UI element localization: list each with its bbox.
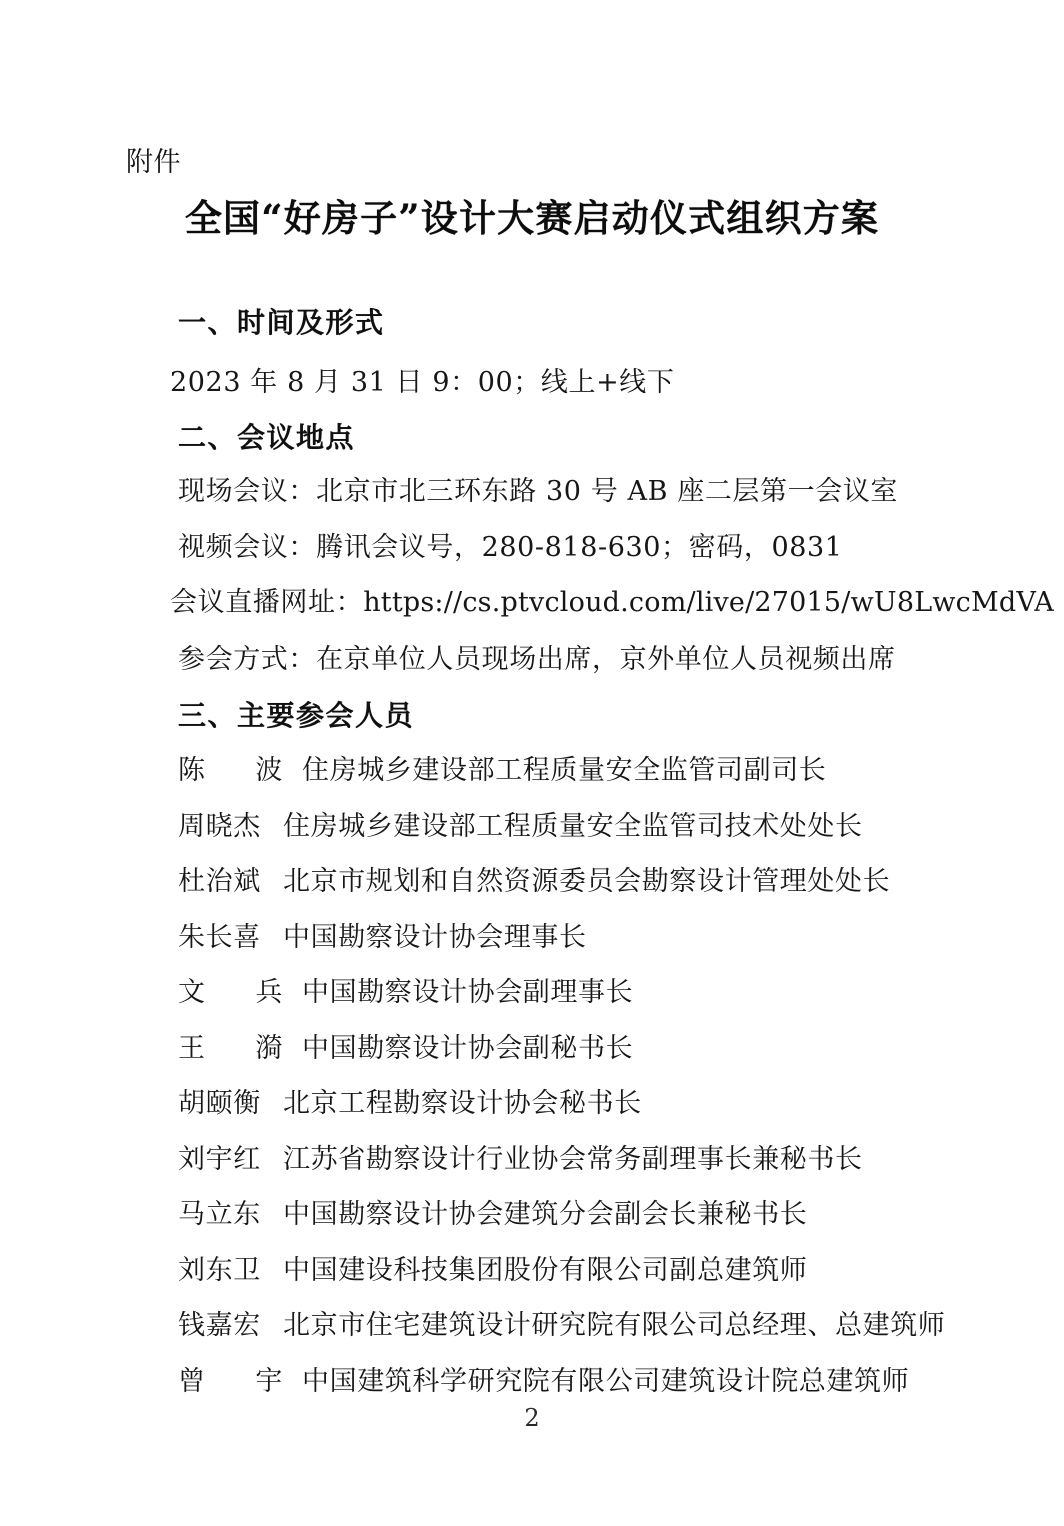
participant-row	[178, 1192, 978, 1248]
participant-row	[178, 1303, 978, 1359]
participant-name: 钱嘉宏	[178, 1310, 261, 1341]
participant-name: 胡颐衡	[178, 1088, 261, 1119]
participant-title: 中国建设科技集团股份有限公司副总建筑师	[283, 1254, 808, 1286]
participant-row	[178, 804, 978, 860]
participant-row	[178, 970, 978, 1026]
onsite-meeting-line: 现场会议：北京市北三环东路 30 号 AB 座二层第一会议室	[178, 476, 899, 507]
participant-row	[178, 1026, 978, 1082]
section-heading-time-form: 一、时间及形式	[178, 306, 385, 339]
participant-title: 北京工程勘察设计协会秘书长	[283, 1088, 642, 1119]
section-heading-participants: 三、主要参会人员	[178, 699, 415, 732]
participant-name: 马立东	[178, 1199, 261, 1230]
participant-name: 刘东卫	[178, 1254, 261, 1286]
participant-title: 中国勘察设计协会副理事长	[302, 977, 634, 1008]
participant-row	[178, 915, 978, 971]
participant-title: 北京市规划和自然资源委员会勘察设计管理处处长	[283, 866, 891, 897]
participant-name: 王 漪	[178, 1032, 283, 1064]
participant-title: 住房城乡建设部工程质量安全监管司技术处处长	[283, 810, 863, 842]
participant-title: 住房城乡建设部工程质量安全监管司副司长	[302, 755, 827, 786]
time-form-line: 2023 年 8 月 31 日 9：00；线上+线下	[170, 367, 675, 398]
section-heading-location: 二、会议地点	[178, 421, 356, 454]
participant-name: 刘宇红	[178, 1143, 261, 1175]
page-title: 全国“好房子”设计大赛启动仪式组织方案	[184, 196, 880, 240]
participant-name: 文 兵	[178, 977, 283, 1008]
participant-row	[178, 1137, 978, 1193]
participant-title: 中国勘察设计协会副秘书长	[302, 1032, 634, 1064]
page-number: 2	[524, 1404, 540, 1432]
participant-name: 朱长喜	[178, 921, 261, 953]
participant-name: 周晓杰	[178, 810, 261, 842]
participant-title: 中国勘察设计协会建筑分会副会长兼秘书长	[283, 1199, 808, 1230]
participant-name: 曾 宇	[178, 1365, 283, 1397]
participant-row	[178, 1248, 978, 1304]
participant-title: 江苏省勘察设计行业协会常务副理事长兼秘书长	[283, 1143, 863, 1175]
participant-row	[178, 859, 978, 915]
live-stream-line	[170, 584, 1054, 622]
attachment-label: 附件	[126, 147, 181, 178]
participant-title: 北京市住宅建筑设计研究院有限公司总经理、总建筑师	[283, 1310, 946, 1341]
live-stream-label: 会议直播网址：	[170, 587, 364, 618]
participant-row	[178, 748, 978, 804]
participant-name: 杜治斌	[178, 866, 261, 897]
participant-name: 陈 波	[178, 755, 283, 786]
participant-row	[178, 1081, 978, 1137]
live-stream-url[interactable]: https://cs.ptvcloud.com/live/27015/wU8LwcMdVA	[363, 587, 1054, 618]
attend-mode-line: 参会方式：在京单位人员现场出席，京外单位人员视频出席	[178, 644, 896, 675]
video-meeting-line: 视频会议：腾讯会议号，280-818-630；密码，0831	[178, 532, 843, 563]
participant-title: 中国建筑科学研究院有限公司建筑设计院总建筑师	[302, 1365, 910, 1397]
participant-title: 中国勘察设计协会理事长	[283, 921, 587, 953]
participants-list	[178, 748, 978, 1414]
